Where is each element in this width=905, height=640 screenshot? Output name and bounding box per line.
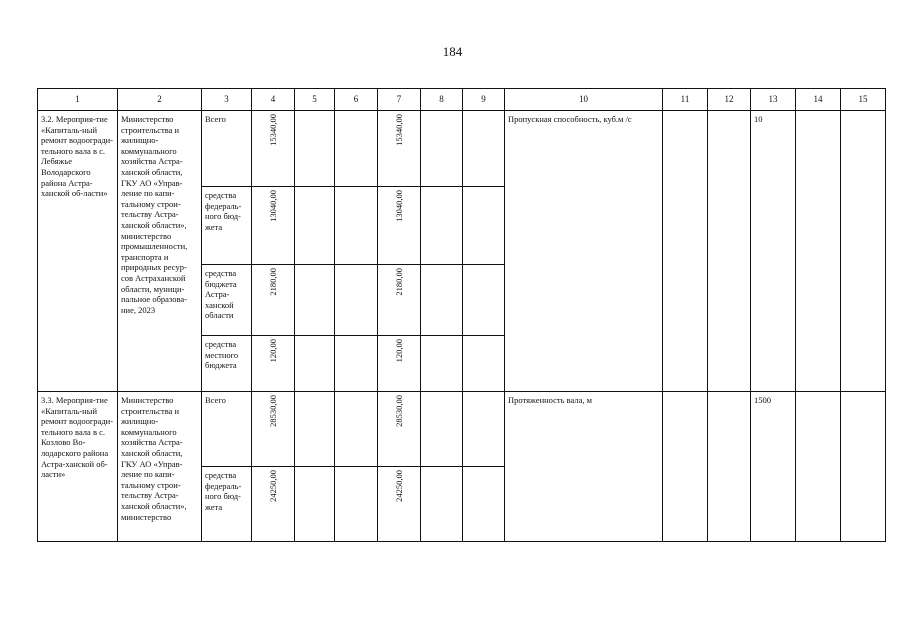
empty-cell <box>421 187 463 265</box>
empty-cell <box>335 111 378 187</box>
indicator-name: Пропускная способность, куб.м /с <box>505 111 663 392</box>
column-header-1: 1 <box>38 89 118 111</box>
indicator-name: Протяженность вала, м <box>505 392 663 542</box>
column-header-12: 12 <box>708 89 751 111</box>
empty-cell <box>463 392 505 467</box>
empty-cell <box>463 467 505 542</box>
amount-cell <box>252 111 295 187</box>
empty-cell <box>841 392 886 542</box>
empty-cell <box>335 392 378 467</box>
empty-cell <box>463 111 505 187</box>
amount-value: 120,00 <box>268 339 278 363</box>
amount-value: 24250,00 <box>394 470 404 502</box>
empty-cell <box>708 392 751 542</box>
empty-cell <box>663 111 708 392</box>
amount-cell <box>378 265 421 336</box>
amount-value: 120,00 <box>394 339 404 363</box>
amount-cell <box>378 336 421 392</box>
empty-cell <box>463 265 505 336</box>
empty-cell <box>335 336 378 392</box>
measure-name: 3.3. Мероприя-тие «Капиталь-ный ремонт водоогради-тельного вала в с. Козлово Во-лодарского района Астра-ханской об-ласти» <box>38 392 118 542</box>
column-header-5: 5 <box>295 89 335 111</box>
column-header-10: 10 <box>505 89 663 111</box>
empty-cell <box>295 392 335 467</box>
program-table <box>37 88 886 542</box>
empty-cell <box>335 265 378 336</box>
measure-name: 3.2. Мероприя-тие «Капиталь-ный ремонт водоогради-тельного вала в с. Лебяжье Володарского района Астра-ханской об-ласти» <box>38 111 118 392</box>
empty-cell <box>421 111 463 187</box>
indicator-value: 10 <box>751 111 796 392</box>
amount-value: 2180,00 <box>268 268 278 296</box>
indicator-value: 1500 <box>751 392 796 542</box>
amount-cell <box>378 467 421 542</box>
empty-cell <box>421 467 463 542</box>
empty-cell <box>335 467 378 542</box>
amount-value: 13040,00 <box>394 190 404 222</box>
column-header-9: 9 <box>463 89 505 111</box>
empty-cell <box>421 265 463 336</box>
empty-cell <box>708 111 751 392</box>
empty-cell <box>796 111 841 392</box>
empty-cell <box>421 392 463 467</box>
amount-cell <box>378 187 421 265</box>
funding-source: средства федераль-ного бюд-жета <box>202 187 252 265</box>
page-number: 184 <box>442 44 463 59</box>
empty-cell <box>463 187 505 265</box>
amount-cell <box>252 467 295 542</box>
table-row <box>38 392 886 467</box>
empty-cell <box>295 336 335 392</box>
amount-cell <box>252 265 295 336</box>
empty-cell <box>295 111 335 187</box>
measure-executor: Министерство строительства и жилищно-коммунального хозяйства Астра-ханской области, ГКУ АО «Управ-ление по капи-тальному строи-тельству Астра-ханской области», министерство <box>118 392 202 542</box>
column-header-2: 2 <box>118 89 202 111</box>
funding-source: Всего <box>202 392 252 467</box>
column-header-8: 8 <box>421 89 463 111</box>
empty-cell <box>841 111 886 392</box>
amount-value: 2180,00 <box>394 268 404 296</box>
amount-cell <box>378 392 421 467</box>
amount-value: 13040,00 <box>268 190 278 222</box>
amount-cell <box>252 187 295 265</box>
column-header-4: 4 <box>252 89 295 111</box>
empty-cell <box>796 392 841 542</box>
measure-executor: Министерство строительства и жилищно-коммунального хозяйства Астра-ханской области, ГКУ АО «Управ-ление по капи-тальному строи-тельству Астра-ханской области», министерство промышленности, транспорта и природных ресур-сов Астраханской области, муници-пальное образова-ние, 2023 <box>118 111 202 392</box>
empty-cell <box>663 392 708 542</box>
column-header-3: 3 <box>202 89 252 111</box>
amount-cell <box>252 336 295 392</box>
amount-cell <box>378 111 421 187</box>
amount-value: 28530,00 <box>394 395 404 427</box>
funding-source: средства местного бюджета <box>202 336 252 392</box>
amount-value: 15340,00 <box>268 114 278 146</box>
empty-cell <box>295 467 335 542</box>
amount-value: 24250,00 <box>268 470 278 502</box>
header-row <box>38 89 886 111</box>
column-header-13: 13 <box>751 89 796 111</box>
column-header-15: 15 <box>841 89 886 111</box>
amount-cell <box>252 392 295 467</box>
empty-cell <box>295 187 335 265</box>
column-header-7: 7 <box>378 89 421 111</box>
empty-cell <box>421 336 463 392</box>
amount-value: 15340,00 <box>394 114 404 146</box>
column-header-11: 11 <box>663 89 708 111</box>
amount-value: 28530,00 <box>268 395 278 427</box>
funding-source: Всего <box>202 111 252 187</box>
funding-source: средства бюджета Астра-ханской области <box>202 265 252 336</box>
funding-source: средства федераль-ного бюд-жета <box>202 467 252 542</box>
table-row <box>38 111 886 187</box>
column-header-6: 6 <box>335 89 378 111</box>
column-header-14: 14 <box>796 89 841 111</box>
empty-cell <box>295 265 335 336</box>
empty-cell <box>335 187 378 265</box>
empty-cell <box>463 336 505 392</box>
